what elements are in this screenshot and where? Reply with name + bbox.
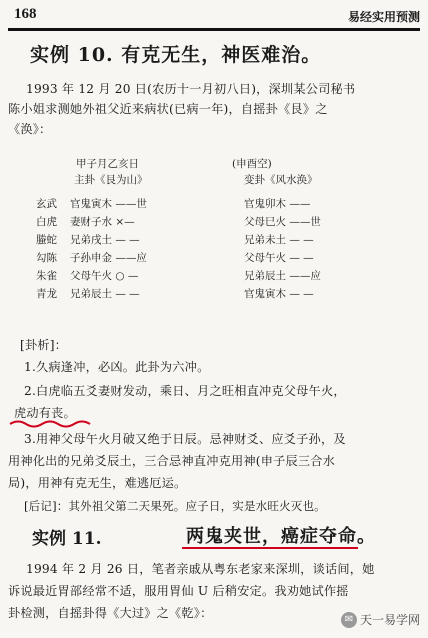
main-line: 子孙申金 ——应 — [70, 252, 147, 264]
spirit-label: 朱雀 — [36, 270, 57, 282]
changed-line: 兄弟辰土 ——应 — [244, 270, 321, 282]
changed-line: 父母午火 — — — [244, 252, 314, 264]
gua-date: 甲子月乙亥日 — [76, 158, 139, 170]
changed-line: 官鬼寅木 — — — [244, 288, 314, 300]
wechat-icon: ✉ — [341, 612, 357, 628]
main-line: 兄弟辰土 — — — [70, 288, 140, 300]
changed-line: 官鬼卯木 —— — [244, 198, 311, 210]
changed-gua-title: 变卦《风水涣》 — [244, 174, 318, 186]
analysis-heading: [卦析]： — [20, 338, 68, 352]
example11-intro-line: 诉说最近胃部经常不适，服用胃仙 U 后稍安定。我劝她试作摇 — [8, 584, 349, 598]
changed-line: 父母巳火 ——世 — [244, 216, 321, 228]
example10-intro-line: 《涣》： — [8, 122, 52, 136]
example11-intro-line: 1994 年 2 月 26 日，笔者亲戚从粤东老家来深圳，谈话间，她 — [26, 562, 375, 576]
analysis-line: 3.用神父母午火月破又绝于日辰。忌神财爻、应爻子孙，及 — [24, 432, 346, 446]
page-number: 168 — [14, 6, 37, 22]
spirit-label: 螣蛇 — [36, 234, 57, 246]
example10-intro-line: 1993 年 12 月 20 日(农历十一月初八日)，深圳某公司秘书 — [26, 82, 356, 96]
example11-intro-line: 卦检测，自摇卦得《大过》之《乾》： — [8, 606, 213, 620]
red-wave-underline — [8, 418, 98, 430]
example10-intro-line: 陈小姐求测她外祖父近来病状(已病一年)，自摇卦《艮》之 — [8, 102, 328, 116]
header-rule — [8, 28, 420, 31]
main-gua-title: 主卦《艮为山》 — [74, 174, 148, 186]
analysis-line: 1.久病逢冲，必凶。此卦为六冲。 — [24, 360, 210, 374]
example11-title: 两鬼夹世，癌症夺命。 — [186, 526, 376, 547]
analysis-line: 局)，用神有克无生，难逃厄运。 — [8, 476, 187, 490]
gua-void: (申酉空) — [232, 158, 272, 170]
red-underline — [182, 547, 358, 549]
watermark — [341, 611, 420, 629]
example10-title: 实例 10. 有克无生，神医难治。 — [30, 44, 322, 66]
analysis-line: 2.白虎临五爻妻财发动，乘日、月之旺相直冲克父母午火， — [24, 384, 346, 398]
main-line: 父母午火 ○ — — [70, 270, 139, 282]
spirit-label: 青龙 — [36, 288, 57, 300]
analysis-line-highlight: 虎动有丧。 — [14, 406, 76, 420]
spirit-label: 白虎 — [36, 216, 57, 228]
main-line: 兄弟戌土 — — — [70, 234, 140, 246]
changed-line: 兄弟未土 — — — [244, 234, 314, 246]
postscript: [后记]：其外祖父第二天果死。应子日，实是水旺火灭也。 — [24, 499, 326, 513]
book-title: 易经实用预测 — [347, 10, 420, 24]
example11-number: 实例 11. — [32, 529, 102, 549]
spirit-label: 勾陈 — [36, 252, 57, 264]
spirit-label: 玄武 — [36, 198, 57, 210]
main-line: 官鬼寅木 ——世 — [70, 198, 147, 210]
watermark-text: 天一易学网 — [359, 612, 420, 627]
analysis-line: 用神化出的兄弟爻辰土，三合忌神直冲克用神(申子辰三合水 — [8, 454, 336, 468]
main-line: 妻财子水 ×— — [70, 216, 135, 228]
